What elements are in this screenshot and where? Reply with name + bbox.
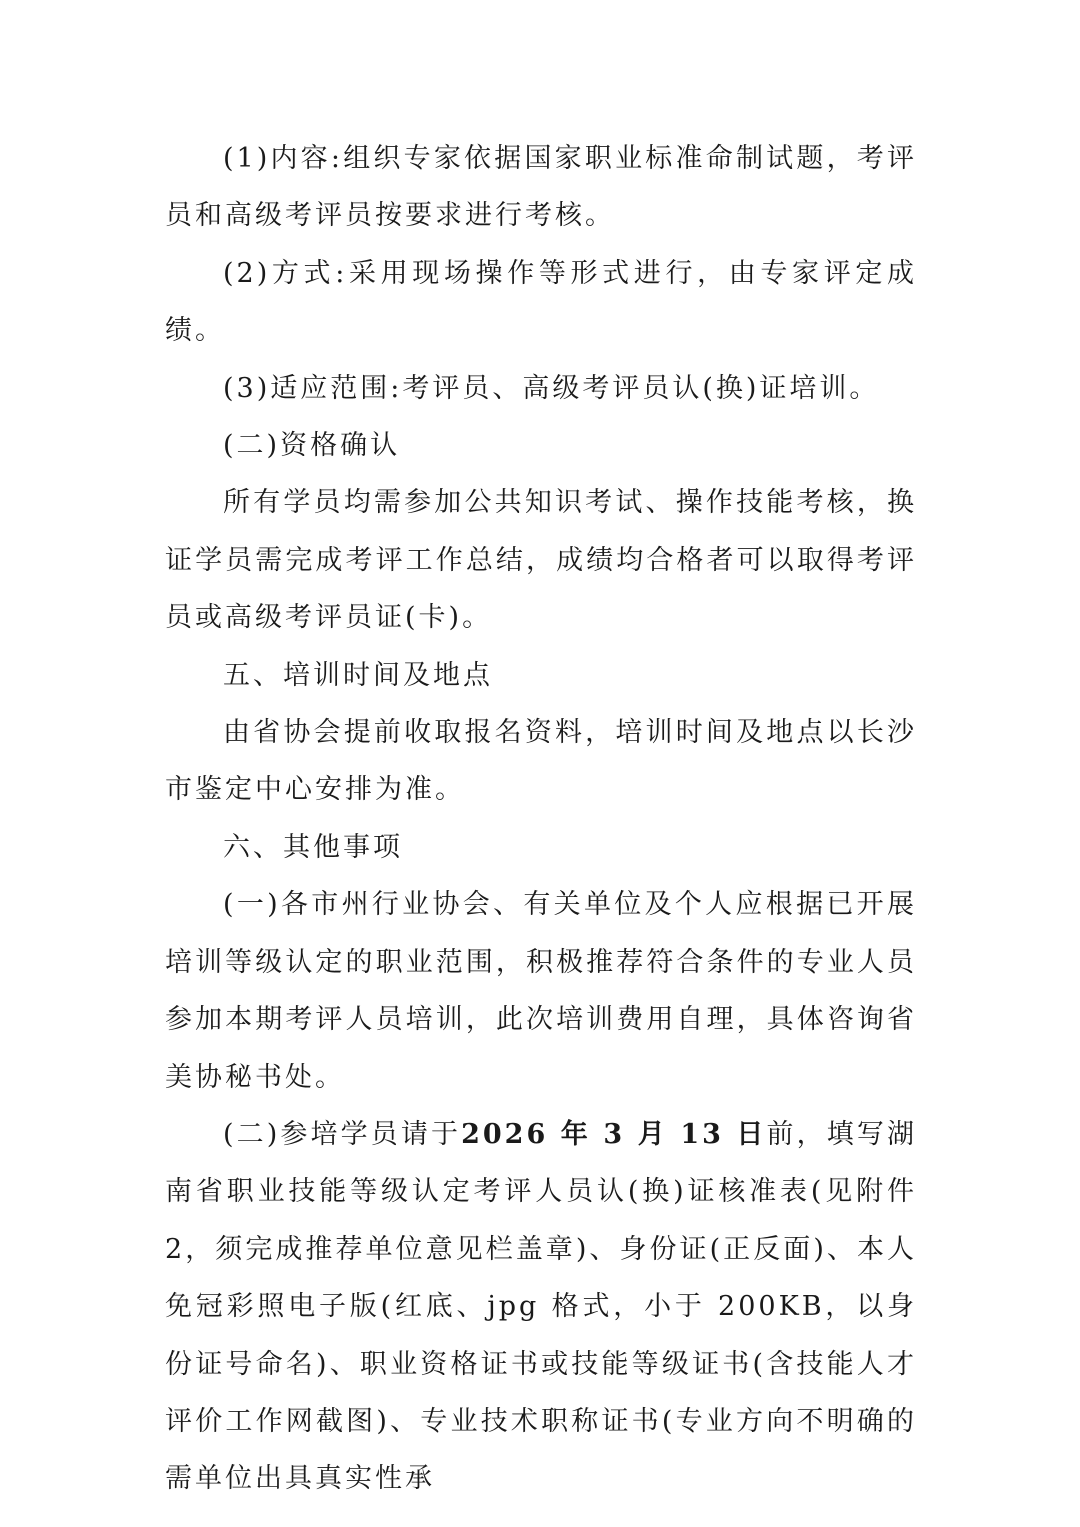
deadline-intro: (二)参培学员请于 xyxy=(223,1118,462,1150)
heading-other-matters: 六、其他事项 xyxy=(223,831,403,863)
paragraph-applicable-scope: (3)适应范围:考评员、高级考评员认(换)证培训。 xyxy=(223,372,880,404)
deadline-date: 2026 年 3 月 13 日 xyxy=(461,1118,767,1150)
paragraph-recommendation: (一)各市州行业协会、有关单位及个人应根据已开展培训等级认定的职业范围，积极推荐符合条件的专业人员参加本期考评人员培训，此次培训费用自理，具体咨询省美协秘书处。 xyxy=(165,889,917,1093)
paragraph-assessment-content: (1)内容:组织专家依据国家职业标准命制试题，考评员和高级考评员按要求进行考核。 xyxy=(165,143,917,232)
deadline-details: 前，填写湖南省职业技能等级认定考评人员认(换)证核准表(见附件 2，须完成推荐单位意见栏盖章)、身份证(正反面)、本人免冠彩照电子版(红底、jpg 格式，小于 200KB，以身份证号命名)、职业资格证书或技能等级证书(含技能人才评价工作网截图)、专业技术职称证书(专业方向不明确的需单位出具真实性承 xyxy=(165,1118,918,1495)
paragraph-submission-deadline xyxy=(165,1106,917,1508)
paragraph-qualification-requirements: 所有学员均需参加公共知识考试、操作技能考核，换证学员需完成考评工作总结，成绩均合格者可以取得考评员或高级考评员证(卡)。 xyxy=(165,487,917,634)
heading-training-time-place: 五、培训时间及地点 xyxy=(223,659,493,691)
document-body xyxy=(165,130,917,1508)
paragraph-training-time-place: 由省协会提前收取报名资料，培训时间及地点以长沙市鉴定中心安排为准。 xyxy=(165,717,917,806)
paragraph-assessment-method: (2)方式:采用现场操作等形式进行，由专家评定成绩。 xyxy=(165,257,917,347)
heading-qualification-confirmation: (二)资格确认 xyxy=(223,430,401,462)
